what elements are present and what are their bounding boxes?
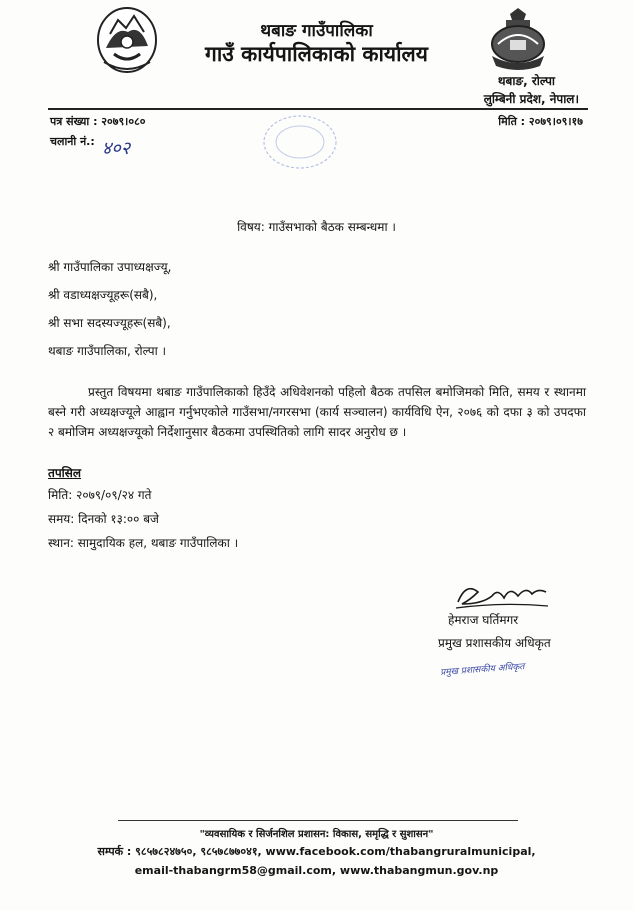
schedule-heading: तपसिल xyxy=(48,466,82,480)
footer-slogan: "व्यवसायिक र सिर्जनशिल प्रशासन: विकास, समृद्धि र सुशासन" xyxy=(199,829,434,840)
municipality-name: थबाङ गाउँपालिका xyxy=(260,21,373,41)
signature-scribble xyxy=(452,578,552,612)
recipient-line: श्री वडाध्यक्षज्यूहरू(सबै), xyxy=(48,288,158,302)
schedule-date: मिति: २०७९/०९/२४ गते xyxy=(48,488,152,502)
schedule-place: स्थान: सामुदायिक हल, थबाङ गाउँपालिका । xyxy=(48,536,239,550)
reference-number: पत्र संख्या : २०७९।०८० xyxy=(50,115,146,128)
schedule-time: समय: दिनको १३:०० बजे xyxy=(48,512,159,526)
signer-name: हेमराज घर्तिमगर xyxy=(448,613,519,627)
header-divider xyxy=(48,108,588,110)
chalani-handwritten-number: ४०२ xyxy=(102,138,131,159)
address-line-1: थबाङ, रोल्पा xyxy=(497,74,555,88)
letter-body xyxy=(48,382,586,442)
office-title: गाउँ कार्यपालिकाको कार्यालय xyxy=(205,42,428,66)
signer-title: प्रमुख प्रशासकीय अधिकृत xyxy=(438,636,551,650)
chalani-label: चलानी नं.: xyxy=(50,135,95,148)
footer-contact: सम्पर्क : ९८५७८२४७५०, ९८५७८७७०४१, www.facebook.com/thabangruralmunicipal, xyxy=(97,845,536,858)
letter-subject: विषय: गाउँसभाको बैठक सम्बन्धमा । xyxy=(237,220,396,234)
footer-divider xyxy=(118,820,518,821)
registry-stamp xyxy=(260,112,340,172)
letter-date: मिति : २०७९।०९।१७ xyxy=(498,115,583,128)
recipient-line: श्री सभा सदस्यज्यूहरू(सबै), xyxy=(48,316,171,330)
recipient-line: थबाङ गाउँपालिका, रोल्पा । xyxy=(48,344,167,358)
designation-stamp: प्रमुख प्रशासकीय अधिकृत xyxy=(439,662,525,678)
address-line-2: लुम्बिनी प्रदेश, नेपाल। xyxy=(483,92,579,106)
footer-email: email-thabangrm58@gmail.com, www.thabangmun.gov.np xyxy=(134,864,499,877)
recipient-line: श्री गाउँपालिका उपाध्यक्षज्यू, xyxy=(48,260,172,274)
letter-body-text: प्रस्तुत विषयमा थबाङ गाउँपालिकाको हिउँदे अधिवेशनको पहिलो बैठक तपसिल बमोजिमको मिति, समय र स्थानमा बस्ने गरी अध्यक्षज्यूले आह्वान गर्नुभएकोले गाउँसभा/नगरसभा (कार्य सञ्चालन) कार्यविधि ऐन, २०७६ को दफा ३ को उपदफा २ बमोजिम अध्यक्षज्यूको निर्देशानुसार बैठकमा उपस्थितिको लागि सादर अनुरोध छ । xyxy=(48,385,586,439)
